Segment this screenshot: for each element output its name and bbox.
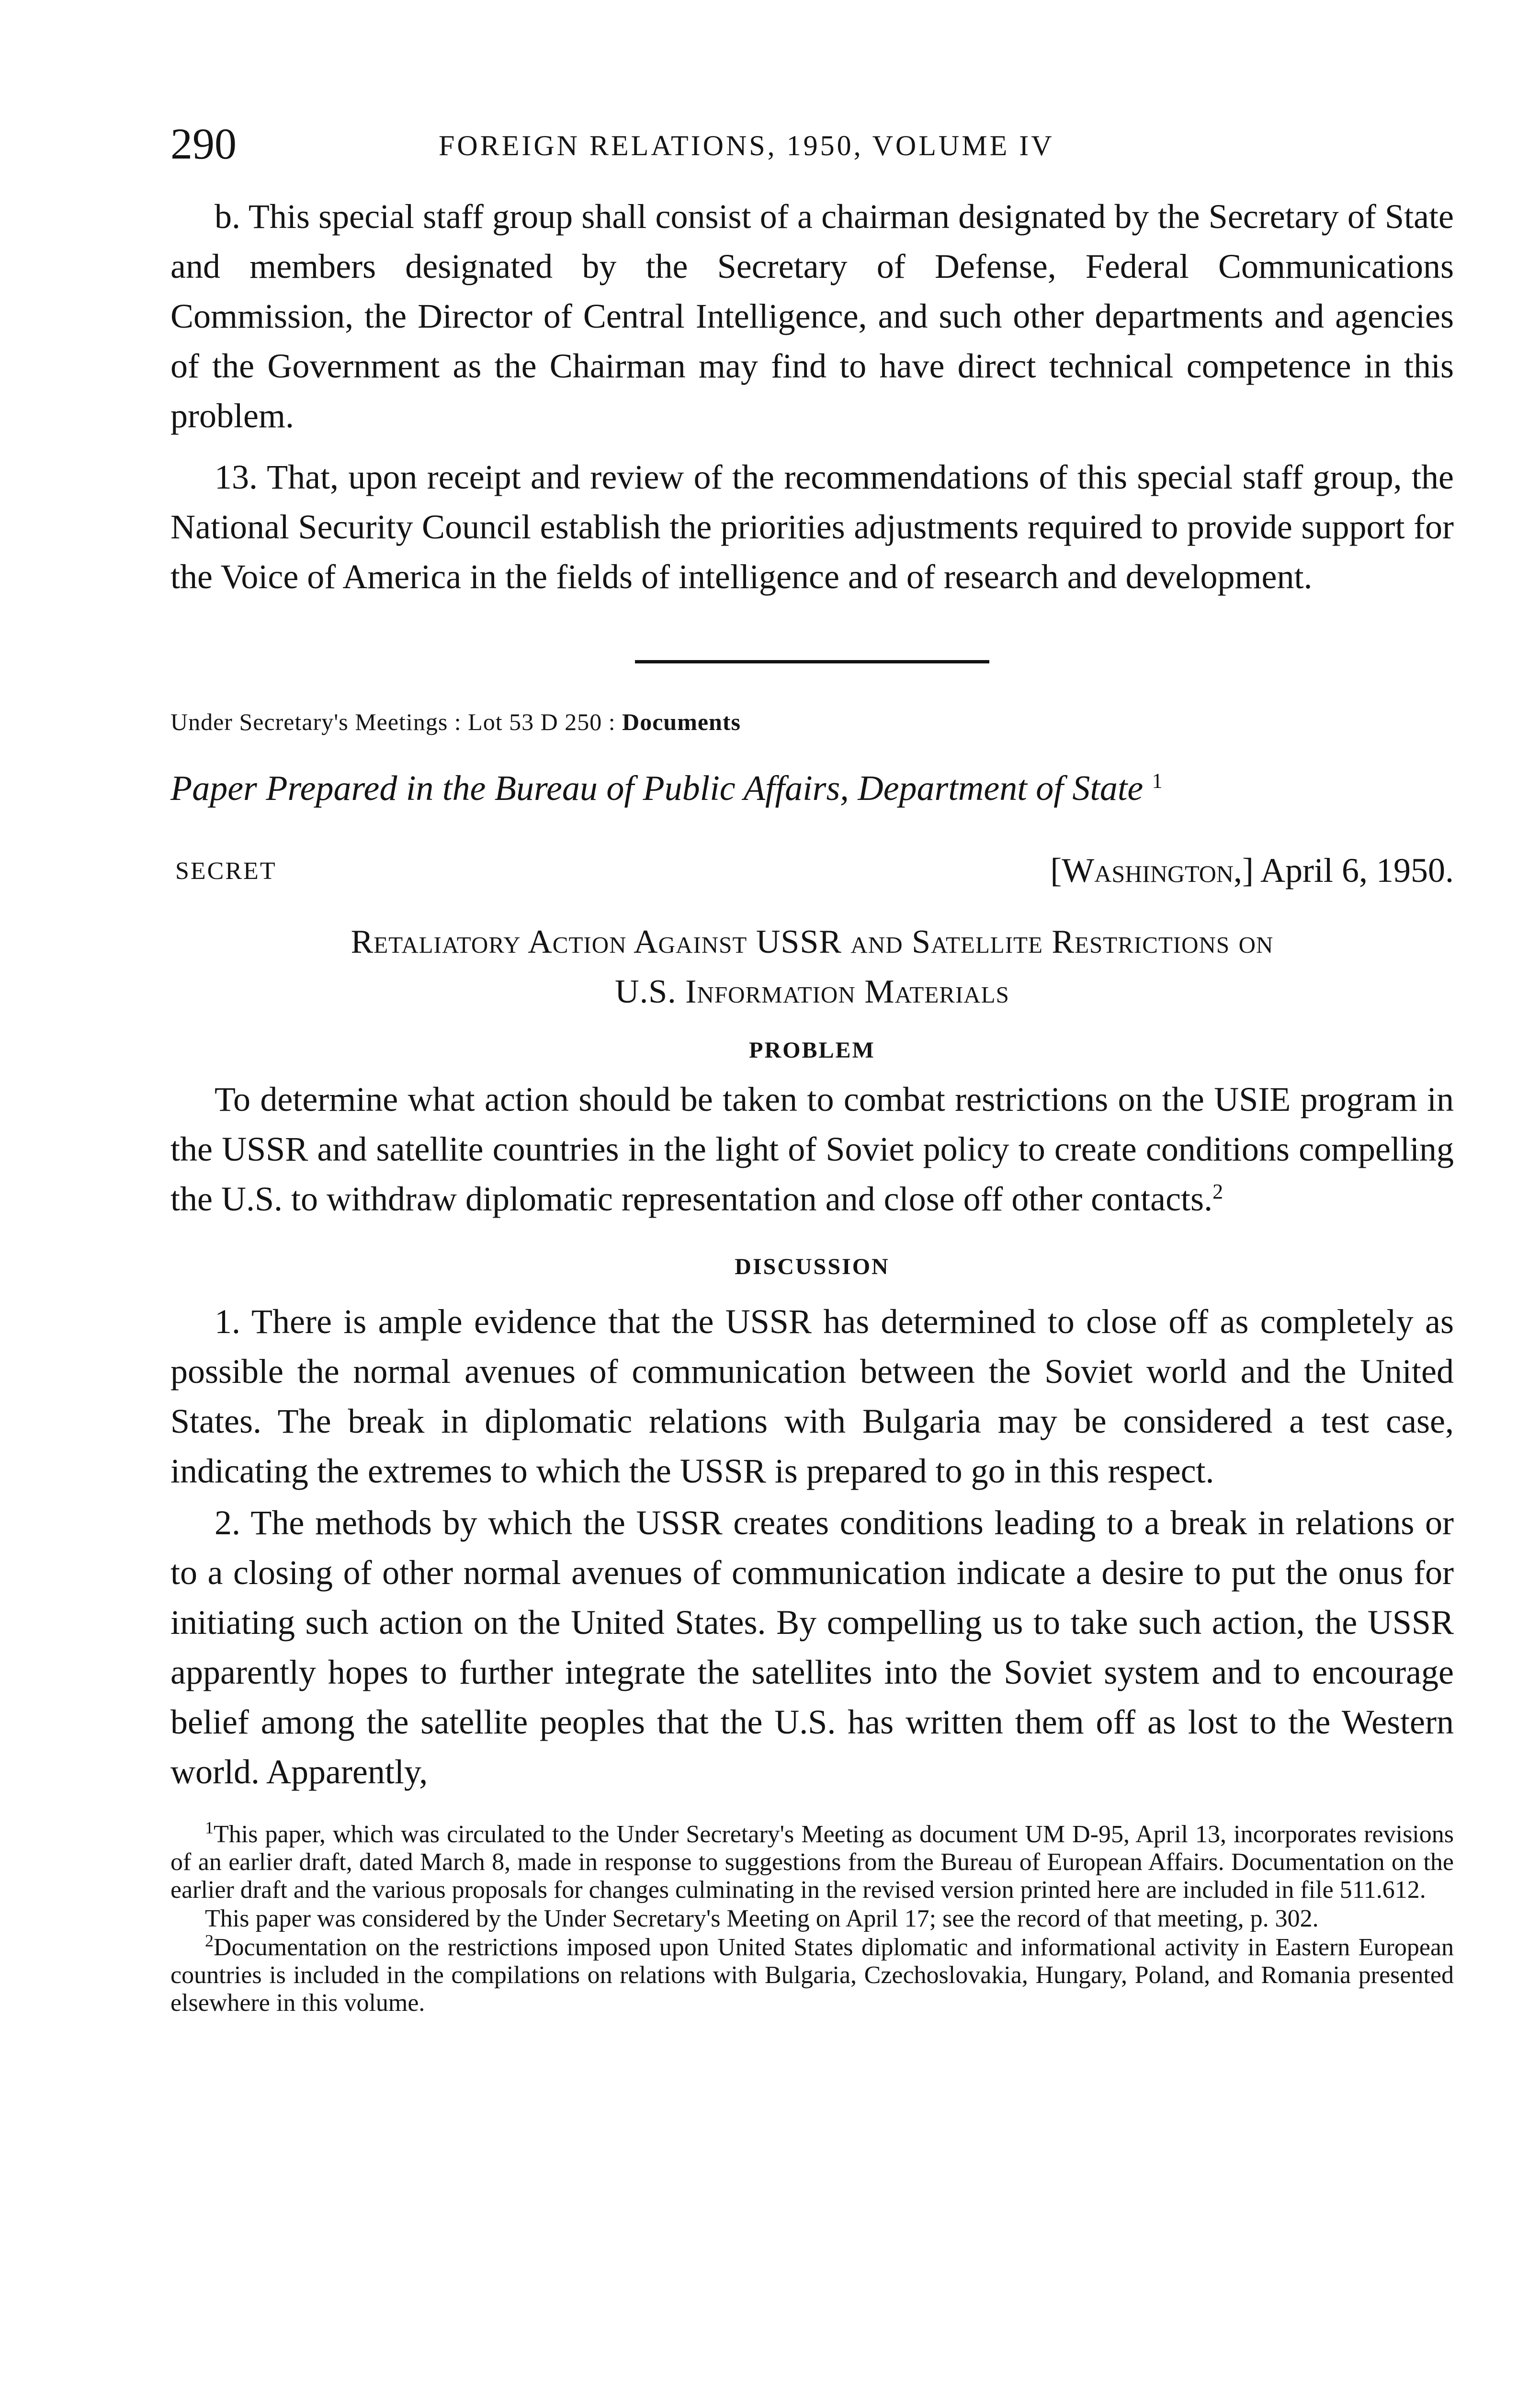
footnote-ref-2: 2 bbox=[1212, 1180, 1223, 1203]
dateline-open: [ bbox=[1050, 851, 1062, 890]
footnote-2 bbox=[170, 1931, 1454, 2017]
classification-label: SECRET bbox=[175, 857, 277, 885]
footnote-ref-1: 1 bbox=[1152, 769, 1163, 793]
discussion-paragraph-1: 1. There is ample evidence that the USSR has determined to close off as completely as possible the normal avenues of communication between the Soviet world and the United States. The break in diplomatic relations with Bulgaria may be considered a test case, indicating the extremes to which the USSR is prepared to go in this respect. bbox=[170, 1302, 1454, 1490]
footnote-1-continued bbox=[170, 1905, 1454, 1933]
footnote-2-mark: 2 bbox=[205, 1931, 214, 1950]
problem-text: To determine what action should be taken to combat restrictions on the USIE program in the USSR and satellite countries in the light of Soviet policy to create conditions compelling the U.S. to withdraw diplomatic representation and close off other contacts. bbox=[170, 1080, 1454, 1218]
memo-title-line-1: Retaliatory Action Against USSR and Satellite Restrictions on bbox=[351, 924, 1274, 960]
problem-paragraph bbox=[170, 1074, 1454, 1224]
footnote-1-continued-text: This paper was considered by the Under Secretary's Meeting on April 17; see the record of that meeting, p. 302. bbox=[205, 1905, 1319, 1932]
document-title-text: Paper Prepared in the Bureau of Public Affairs, Department of State bbox=[170, 769, 1144, 808]
dateline bbox=[1050, 845, 1454, 895]
document-page bbox=[170, 120, 1454, 2017]
paragraph-item-13: 13. That, upon receipt and review of the recommendations of this special staff group, the National Security Council establish the priorities adjustments required to provide support for the Voice of America in the fields of intelligence and of research and development. bbox=[170, 458, 1454, 596]
footnote-1-mark: 1 bbox=[205, 1818, 214, 1837]
section-divider bbox=[635, 660, 989, 663]
running-head bbox=[170, 120, 1454, 172]
footnotes bbox=[170, 1818, 1454, 2017]
page-number: 290 bbox=[170, 119, 237, 168]
source-citation-text: Under Secretary's Meetings : Lot 53 D 250 : bbox=[170, 708, 623, 735]
source-citation-emphasis: Documents bbox=[622, 708, 741, 735]
source-citation bbox=[170, 703, 1454, 741]
memo-title bbox=[170, 917, 1454, 1017]
dateline-place: Washington, bbox=[1062, 851, 1243, 890]
discussion-paragraph-2: 2. The methods by which the USSR creates conditions leading to a break in relations or to a closing of other normal avenues of communication indicate a desire to put the onus for initiating such action on the United States. By compelling us to take such action, the USSR apparently hopes to further integrate the satellites into the Soviet system and to encourage belief among the satellite peoples that the U.S. has written them off as lost to the Western world. Apparently, bbox=[170, 1504, 1454, 1791]
classification-row bbox=[170, 845, 1454, 895]
footnote-1 bbox=[170, 1818, 1454, 1904]
running-title: FOREIGN RELATIONS, 1950, VOLUME IV bbox=[439, 130, 1054, 161]
footnote-2-text: Documentation on the restrictions imposed upon United States diplomatic and informational activity in Eastern European countries is included in the compilations on relations with Bulgaria, Czechoslovakia, Hungary, Poland, and Romania presented elsewhere in this volume. bbox=[170, 1934, 1454, 2017]
footnote-1-text: This paper, which was circulated to the Under Secretary's Meeting as document UM D-95, April 13, incorporates revisions of an earlier draft, dated March 8, made in response to suggestions from the Bureau of European Affairs. Documentation on the earlier draft and the various proposals for changes culminating in the revised version printed here are included in file 511.612. bbox=[170, 1821, 1454, 1904]
problem-heading: PROBLEM bbox=[749, 1038, 875, 1063]
document-title bbox=[170, 762, 1454, 815]
memo-title-line-2: U.S. Information Materials bbox=[615, 973, 1009, 1010]
paragraph-item-b: b. This special staff group shall consist of a chairman designated by the Secretary of State and members designated by the Secretary of Defense, Federal Communications Commission, the Director of Central Intelligence, and such other departments and agencies of the Government as the Chairman may find to have direct technical competence in this problem. bbox=[170, 197, 1454, 435]
discussion-heading: DISCUSSION bbox=[735, 1254, 890, 1279]
dateline-date: ] April 6, 1950. bbox=[1242, 851, 1454, 890]
